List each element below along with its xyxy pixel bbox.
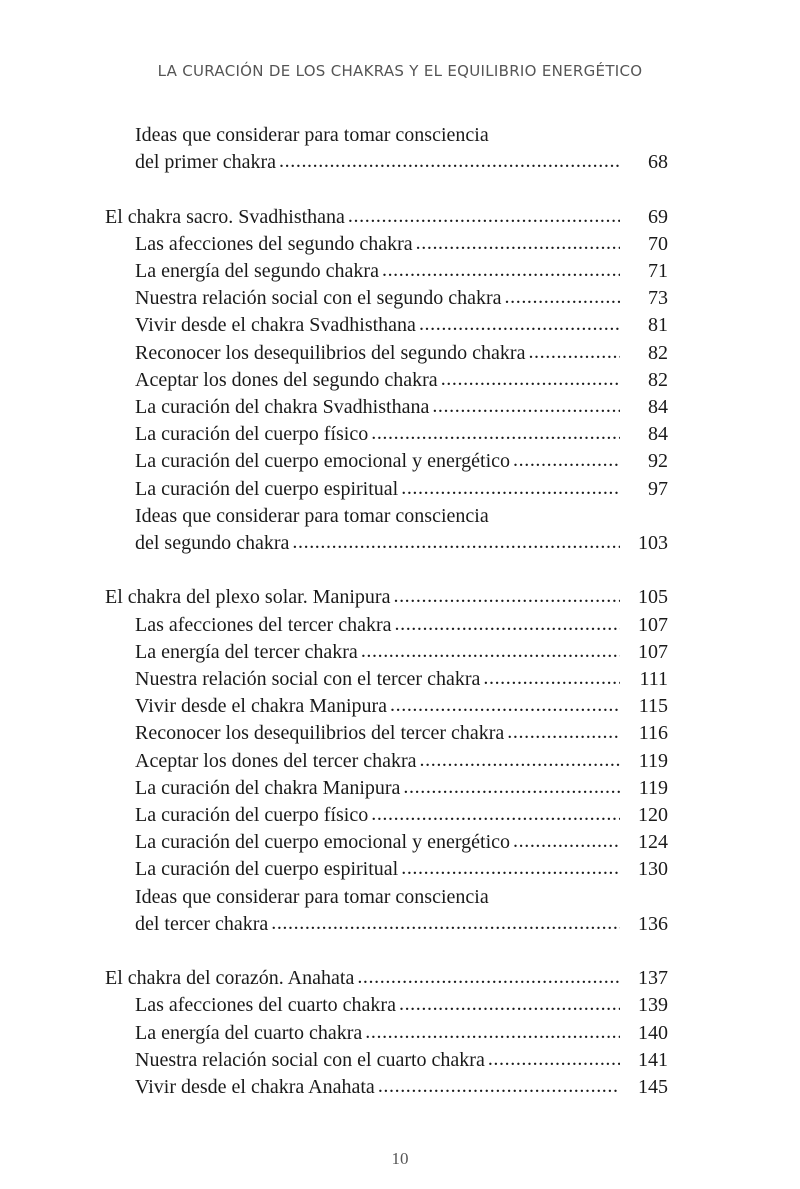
toc-entry-title: Reconocer los desequilibrios del segundo chakra bbox=[135, 341, 526, 364]
toc-entry-page: 81 bbox=[648, 314, 668, 337]
toc-entry-row bbox=[105, 911, 668, 938]
toc-chapter-entry bbox=[105, 204, 668, 231]
toc-entry-title: Nuestra relación social con el cuarto chakra bbox=[135, 1048, 485, 1071]
toc-entry-title-line1: Ideas que considerar para tomar consciencia bbox=[135, 504, 489, 527]
toc-entry-page: 139 bbox=[638, 994, 668, 1017]
toc-entry-page: 124 bbox=[638, 831, 668, 854]
dot-leader bbox=[382, 257, 620, 284]
toc-entry-page: 140 bbox=[638, 1021, 668, 1044]
toc-entry bbox=[105, 612, 668, 639]
dot-leader bbox=[378, 1073, 620, 1100]
toc-entry-page: 141 bbox=[638, 1048, 668, 1071]
toc-entry bbox=[105, 1074, 668, 1101]
toc-entry bbox=[105, 367, 668, 394]
toc-entry-page: 120 bbox=[638, 804, 668, 827]
toc-entry-title: Aceptar los dones del segundo chakra bbox=[135, 368, 438, 391]
table-of-contents bbox=[105, 122, 668, 1101]
dot-leader bbox=[292, 529, 620, 556]
dot-leader bbox=[348, 203, 620, 230]
toc-entry-page: 136 bbox=[638, 912, 668, 935]
toc-entry-title-line1: Ideas que considerar para tomar consciencia bbox=[135, 885, 489, 908]
toc-entry-title-line2: del segundo chakra bbox=[135, 532, 290, 555]
toc-entry-page: 103 bbox=[638, 532, 668, 555]
toc-entry-title: La curación del cuerpo espiritual bbox=[135, 858, 399, 881]
dot-leader bbox=[483, 665, 620, 692]
dot-leader bbox=[279, 148, 620, 175]
dot-leader bbox=[513, 447, 620, 474]
toc-entry-page: 84 bbox=[648, 396, 668, 419]
toc-entry-page: 82 bbox=[648, 341, 668, 364]
toc-entry-page: 119 bbox=[638, 776, 668, 799]
toc-entry-title-line2: del tercer chakra bbox=[135, 912, 269, 935]
toc-entry-page: 92 bbox=[648, 450, 668, 473]
toc-entry-title: La curación del cuerpo emocional y energético bbox=[135, 831, 511, 854]
dot-leader bbox=[507, 719, 620, 746]
dot-leader bbox=[371, 420, 620, 447]
toc-entry-page: 130 bbox=[638, 858, 668, 881]
toc-entry-page: 119 bbox=[638, 749, 668, 772]
toc-entry-title: Aceptar los dones del tercer chakra bbox=[135, 749, 417, 772]
toc-entry-title: Vivir desde el chakra Svadhisthana bbox=[135, 314, 416, 337]
toc-entry-title: La energía del segundo chakra bbox=[135, 260, 379, 282]
dot-leader bbox=[393, 583, 620, 610]
running-header: LA CURACIÓN DE LOS CHAKRAS Y EL EQUILIBRIO ENERGÉTICO bbox=[157, 62, 643, 80]
toc-entry bbox=[105, 802, 668, 829]
toc-entry-page: 84 bbox=[648, 423, 668, 446]
toc-entry-page: 116 bbox=[638, 722, 668, 745]
toc-entry-page: 137 bbox=[638, 967, 668, 990]
dot-leader bbox=[419, 311, 620, 338]
toc-entry-row bbox=[105, 530, 668, 557]
toc-entry-title: La energía del tercer chakra bbox=[135, 640, 358, 663]
toc-entry-title: La curación del chakra Manipura bbox=[135, 776, 401, 799]
toc-entry bbox=[105, 394, 668, 421]
dot-leader bbox=[432, 393, 620, 420]
dot-leader bbox=[528, 339, 620, 366]
toc-entry-page: 107 bbox=[638, 640, 668, 663]
toc-entry-title: El chakra sacro. Svadhisthana bbox=[105, 205, 345, 228]
dot-leader bbox=[271, 910, 620, 937]
dot-leader bbox=[357, 964, 620, 991]
section-gap bbox=[105, 557, 668, 584]
toc-entry-title: El chakra del corazón. Anahata bbox=[105, 967, 355, 990]
toc-entry bbox=[105, 258, 668, 285]
toc-entry-row bbox=[105, 149, 668, 176]
dot-leader bbox=[416, 230, 620, 257]
toc-entry-page: 73 bbox=[648, 287, 668, 310]
toc-chapter-entry bbox=[105, 584, 668, 611]
toc-entry-title: Las afecciones del tercer chakra bbox=[135, 613, 392, 636]
toc-entry-two-line bbox=[105, 503, 668, 557]
toc-entry bbox=[105, 829, 668, 856]
toc-entry bbox=[105, 1047, 668, 1074]
toc-entry bbox=[105, 421, 668, 448]
toc-entry-page: 97 bbox=[648, 477, 668, 500]
toc-entry-title: Vivir desde el chakra Anahata bbox=[135, 1076, 375, 1099]
toc-entry bbox=[105, 448, 668, 475]
toc-entry-title: La curación del chakra Svadhisthana bbox=[135, 396, 430, 419]
dot-leader bbox=[361, 638, 620, 665]
dot-leader bbox=[441, 366, 620, 393]
toc-entry-title: Nuestra relación social con el tercer chakra bbox=[135, 668, 481, 691]
toc-entry bbox=[105, 639, 668, 666]
toc-entry-page: 70 bbox=[648, 232, 668, 255]
toc-entry-title: Las afecciones del segundo chakra bbox=[135, 232, 413, 255]
toc-entry bbox=[105, 748, 668, 775]
toc-entry bbox=[105, 285, 668, 312]
toc-entry-page: 69 bbox=[648, 205, 668, 228]
dot-leader bbox=[420, 747, 620, 774]
dot-leader bbox=[395, 611, 621, 638]
toc-entry-title: La curación del cuerpo físico bbox=[135, 804, 369, 827]
toc-entry-title: La curación del cuerpo espiritual bbox=[135, 477, 399, 500]
toc-entry bbox=[105, 312, 668, 339]
toc-entry bbox=[105, 992, 668, 1019]
toc-entry bbox=[105, 1020, 668, 1047]
dot-leader bbox=[371, 801, 620, 828]
toc-entry bbox=[105, 693, 668, 720]
toc-entry bbox=[105, 666, 668, 693]
toc-entry-title: La curación del cuerpo físico bbox=[135, 423, 369, 446]
toc-entry-page: 105 bbox=[638, 586, 668, 609]
toc-entry bbox=[105, 340, 668, 367]
dot-leader bbox=[505, 284, 620, 311]
toc-entry-page: 115 bbox=[638, 695, 668, 718]
toc-entry-title: La curación del cuerpo emocional y energético bbox=[135, 450, 511, 473]
toc-entry bbox=[105, 231, 668, 258]
dot-leader bbox=[401, 475, 620, 502]
dot-leader bbox=[401, 855, 620, 882]
dot-leader bbox=[513, 828, 620, 855]
toc-entry-page: 111 bbox=[639, 668, 668, 691]
toc-entry-title: El chakra del plexo solar. Manipura bbox=[105, 586, 391, 609]
toc-entry-two-line bbox=[105, 122, 668, 176]
toc-entry bbox=[105, 720, 668, 747]
toc-entry-page: 68 bbox=[648, 151, 668, 174]
toc-entry-two-line bbox=[105, 884, 668, 938]
toc-entry-page: 145 bbox=[638, 1076, 668, 1099]
toc-entry-page: 107 bbox=[638, 613, 668, 636]
toc-entry-page: 82 bbox=[648, 368, 668, 391]
section-gap bbox=[105, 176, 668, 203]
toc-entry-title: Nuestra relación social con el segundo chakra bbox=[135, 287, 502, 310]
toc-entry-title: La energía del cuarto chakra bbox=[135, 1021, 363, 1044]
toc-entry bbox=[105, 476, 668, 503]
dot-leader bbox=[390, 692, 620, 719]
section-gap bbox=[105, 938, 668, 965]
toc-chapter-entry bbox=[105, 965, 668, 992]
dot-leader bbox=[488, 1046, 620, 1073]
toc-entry bbox=[105, 856, 668, 883]
page-number: 10 bbox=[391, 1149, 409, 1168]
toc-entry-title: Vivir desde el chakra Manipura bbox=[135, 695, 388, 718]
dot-leader bbox=[399, 991, 620, 1018]
toc-entry-title-line2: del primer chakra bbox=[135, 151, 277, 174]
dot-leader bbox=[365, 1019, 620, 1046]
toc-entry-title: Las afecciones del cuarto chakra bbox=[135, 994, 396, 1017]
toc-entry-page: 71 bbox=[648, 260, 668, 282]
dot-leader bbox=[403, 774, 620, 801]
toc-entry-title-line1: Ideas que considerar para tomar consciencia bbox=[135, 124, 489, 146]
toc-entry-title: Reconocer los desequilibrios del tercer chakra bbox=[135, 722, 505, 745]
toc-entry bbox=[105, 775, 668, 802]
